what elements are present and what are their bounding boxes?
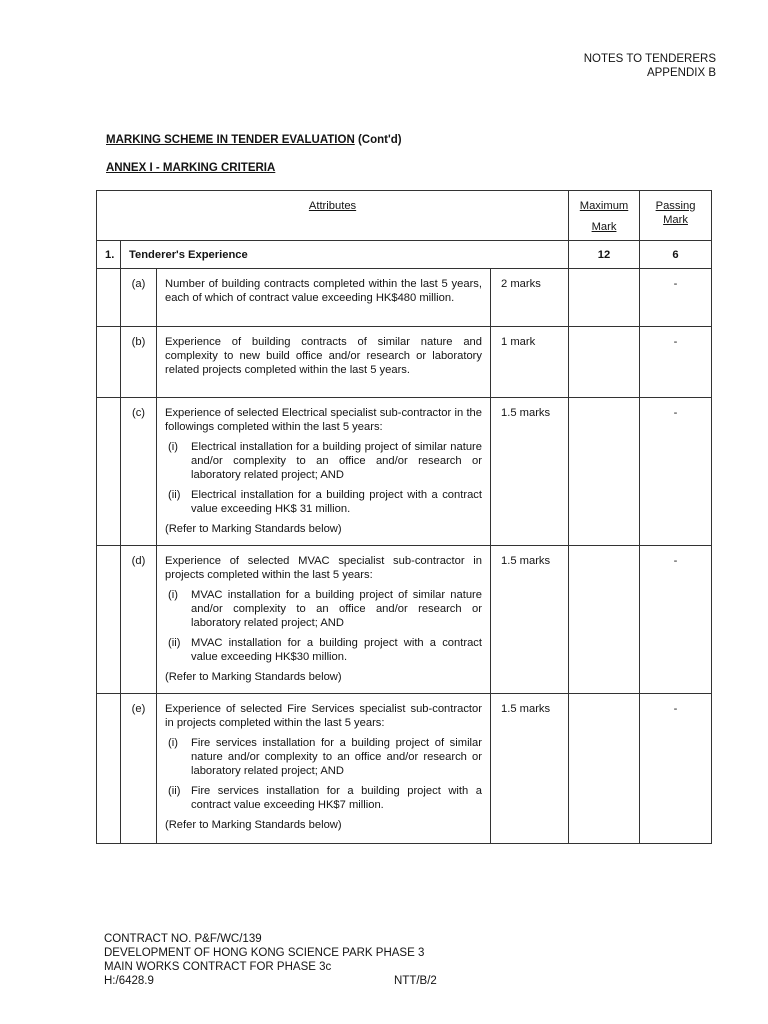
row-description: Experience of selected Electrical specialist sub-contractor in the followings completed within the last 5 years: (i) Electrical installation for a building project of similar nature and/or complexity to an office and/or research or laboratory related project; AND (ii) Electrical installation for a building project with a contract value exceeding HK$ 31 million. (Refer to Marking Standards below)	[157, 398, 491, 546]
indent-cell	[97, 327, 121, 398]
row-label: (c)	[121, 398, 157, 546]
row-description: Experience of selected MVAC specialist sub-contractor in projects completed within the last 5 years: (i) MVAC installation for a building project of similar nature and/or complexity to an office and/or research or laboratory related project; AND (ii) MVAC installation for a building project with a contract value exceeding HK$30 million. (Refer to Marking Standards below)	[157, 546, 491, 694]
row-label: (b)	[121, 327, 157, 398]
header-attributes: Attributes	[97, 191, 569, 241]
marking-criteria-table	[96, 190, 712, 844]
header-notes-to-tenderers: NOTES TO TENDERERS	[583, 53, 716, 65]
section-row	[97, 241, 712, 269]
row-max-mark	[569, 546, 640, 694]
table-header-row	[97, 191, 712, 241]
row-marks: 1.5 marks	[491, 694, 569, 844]
row-pass-mark: -	[640, 398, 712, 546]
page-title	[106, 134, 402, 146]
row-label: (e)	[121, 694, 157, 844]
row-marks: 2 marks	[491, 269, 569, 327]
header-appendix: APPENDIX B	[646, 67, 716, 79]
footer-page-code: NTT/B/2	[394, 975, 437, 987]
row-pass-mark: -	[640, 694, 712, 844]
row-description: Number of building contracts completed within the last 5 years, each of which of contract value exceeding HK$480 million.	[157, 269, 491, 327]
row-max-mark	[569, 327, 640, 398]
row-pass-mark: -	[640, 546, 712, 694]
table-row	[97, 327, 712, 398]
row-marks: 1 mark	[491, 327, 569, 398]
document-footer	[104, 932, 437, 988]
indent-cell	[97, 694, 121, 844]
footer-file-reference: H:/6428.9	[104, 975, 154, 987]
row-description: Experience of building contracts of similar nature and complexity to new build office and/or research or laboratory related projects completed within the last 5 years.	[157, 327, 491, 398]
indent-cell	[97, 269, 121, 327]
row-pass-mark: -	[640, 269, 712, 327]
document-header	[584, 52, 716, 80]
row-marks: 1.5 marks	[491, 398, 569, 546]
footer-project-title: DEVELOPMENT OF HONG KONG SCIENCE PARK PHASE 3	[104, 947, 425, 959]
section-number: 1.	[97, 241, 121, 269]
table-row	[97, 694, 712, 844]
row-marks: 1.5 marks	[491, 546, 569, 694]
annex-title: ANNEX I - MARKING CRITERIA	[106, 162, 276, 174]
footer-contract-phase: MAIN WORKS CONTRACT FOR PHASE 3c	[104, 961, 332, 973]
indent-cell	[97, 398, 121, 546]
row-max-mark	[569, 694, 640, 844]
row-max-mark	[569, 398, 640, 546]
row-description: Experience of selected Fire Services specialist sub-contractor in projects completed within the last 5 years: (i) Fire services installation for a building project of similar nature and/or complexity to an office and/or research or laboratory related project; AND (ii) Fire services installation for a building project with a contract value exceeding HK$7 million. (Refer to Marking Standards below)	[157, 694, 491, 844]
header-maximum-mark: Maximum Mark	[569, 191, 640, 241]
section-pass-mark: 6	[640, 241, 712, 269]
table-row	[97, 546, 712, 694]
section-title: Tenderer's Experience	[121, 241, 569, 269]
table-row	[97, 398, 712, 546]
row-label: (a)	[121, 269, 157, 327]
indent-cell	[97, 546, 121, 694]
section-max-mark: 12	[569, 241, 640, 269]
row-label: (d)	[121, 546, 157, 694]
table-row	[97, 269, 712, 327]
row-pass-mark: -	[640, 327, 712, 398]
title-main: MARKING SCHEME IN TENDER EVALUATION	[106, 134, 355, 146]
row-max-mark	[569, 269, 640, 327]
title-suffix: (Cont'd)	[354, 134, 402, 146]
footer-contract-number: CONTRACT NO. P&F/WC/139	[104, 933, 262, 945]
header-passing-mark: Passing Mark	[640, 191, 712, 241]
